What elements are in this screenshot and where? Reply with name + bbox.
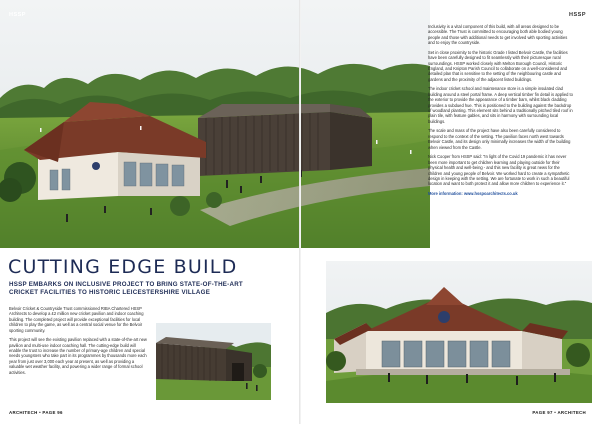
pavilion-front-render-svg: [326, 261, 592, 403]
body-paragraph: Nick Cooper from HSSP said: "In light of the Covid 19 pandemic it has never been more important to get children learning and playing outside for their physical health and well-being - and this new facility is great news for the children and young people of Belvoir. We worked hard to create a sympathetic design in keeping with the setting. We are fortunate to work in such a beautiful location and want to both protect it and allow more children to experience it.": [428, 154, 570, 187]
body-paragraph: Set in close proximity to the historic Grade I listed Belvoir Castle, the facilities have been carefully designed to fit seamlessly with their picturesque rural surroundings. HSSP worked closely with Melton Borough Council, Historic England, and Knipton Parish Council to collaborate on a well-considered and detailed plan that is sensitive to the setting of the neighbouring castle and gardens and the proximity of the adjacent listed buildings.: [428, 49, 568, 82]
body-paragraph: The scale and mass of the project have also been carefully considered to respond to the context of the setting. The pavilion faces north west towards Belvoir Castle, and its design only minimally increases the width of the building when viewed from the Castle.: [428, 128, 571, 150]
body-paragraph: This project will see the existing pavilion replaced with a state-of-the-art new pavilion and multi-use indoor coaching hall. The cutting-edge build will enable the trust to increase the number of primary-age children and special needs youngsters who take part in its programmes by thousands more each year from just over 3,000 each year at present, as well as providing a valuable wet weather facility, and powering a wider range of formal school activities.: [9, 337, 147, 375]
running-head-left: HSSP: [9, 12, 26, 18]
article-subheadline: HSSP EMBARKS ON INCLUSIVE PROJECT TO BRING STATE-OF-THE-ART CRICKET FACILITIES TO HISTORIC LEICESTERSHIRE VILLAGE: [9, 281, 243, 296]
folio-left: ARCHITECH • PAGE 96: [9, 410, 63, 415]
running-head-right: HSSP: [569, 12, 586, 18]
coaching-hall-render-image: [156, 323, 271, 400]
more-info: [428, 191, 574, 196]
left-body-column: [9, 306, 149, 379]
more-info-link[interactable]: www.hsspoarchitects.co.uk: [463, 190, 518, 196]
hero-render-svg: [0, 0, 430, 248]
right-body-column: [428, 24, 574, 201]
article-headline: CUTTING EDGE BUILD: [8, 256, 238, 278]
pavilion-front-render-image: [326, 261, 592, 403]
body-paragraph: Belvoir Cricket & Countryside Trust commissioned RIBA Chartered HSSP Architects to develop a £2 million new cricket pavilion and indoor coaching building. The completed project will provide exceptional facilities for local children to play the game, as well as a central social venue for the Belvoir sporting community.: [9, 306, 144, 333]
more-info-label: More information:: [428, 190, 463, 196]
body-paragraph: The indoor cricket school and maintenance store is a simple insulated clad building around a steel portal frame. A deep vertical timber fin detail is applied to the exterior to provide the appearance of a timber barn, whilst black cladding provides a subdued hue. This is positioned to the building against the backdrop of woodland planting. This element sits behind a traditionally pitched tiled roof in plain tile, with feature gables, and sits in harmony with surrounding local buildings.: [428, 86, 573, 124]
coaching-hall-render-svg: [156, 323, 271, 400]
folio-right: PAGE 97 • ARCHITECH: [532, 410, 586, 415]
hero-render-image: [0, 0, 430, 248]
page-gutter: [299, 0, 301, 424]
body-paragraph: Inclusivity is a vital component of this build, with all areas designed to be accessible. The Trust is committed to encouraging both able bodied young people and those with additional needs to get involved with sporting activities and to enjoy the countryside.: [428, 24, 568, 46]
